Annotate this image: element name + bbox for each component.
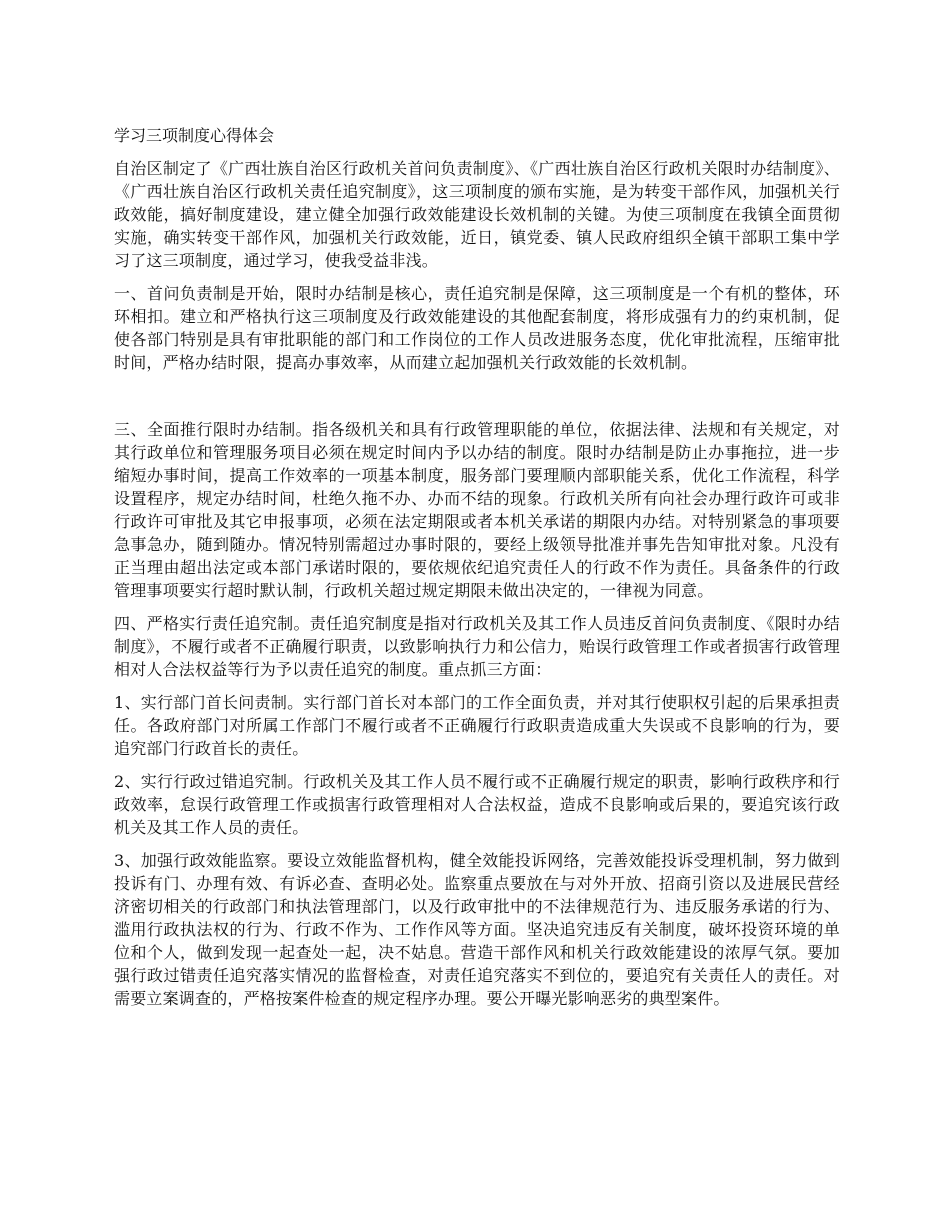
blank-gap xyxy=(114,384,840,418)
section-three-paragraph: 三、全面推行限时办结制。指各级机关和具有行政管理职能的单位，依据法律、法规和有关规定，对其行政单位和管理服务项目必须在规定时间内予以办结的制度。限时办结制是防止办事拖拉，进一步缩短办事时间，提高工作效率的一项基本制度，服务部门要理顺内部职能关系，优化工作流程，科学设置程序，规定办结时间，杜绝久拖不办、办而不结的现象。行政机关所有向社会办理行政许可或非行政许可审批及其它申报事项，必须在法定期限或者本机关承诺的期限内办结。对特别紧急的事项要急事急办，随到随办。情况特别需超过办事时限的，要经上级领导批准并事先告知审批对象。凡没有正当理由超出法定或本部门承诺时限的，要依规依纪追究责任人的行政不作为责任。具备条件的行政管理事项要实行超时默认制，行政机关超过规定期限未做出决定的，一律视为同意。 xyxy=(114,420,840,600)
intro-paragraph: 自治区制定了《广西壮族自治区行政机关首问负责制度》、《广西壮族自治区行政机关限时办结制度》、《广西壮族自治区行政机关责任追究制度》，这三项制度的颁布实施，是为转变干部作风，加强机关行政效能，搞好制度建设，建立健全加强行政效能建设长效机制的关键。为使三项制度在我镇全面贯彻实施，确实转变干部作风，加强机关行政效能，近日，镇党委、镇人民政府组织全镇干部职工集中学习了这三项制度，通过学习，使我受益非浅。 xyxy=(114,159,840,270)
section-one-paragraph: 一、首问负责制是开始，限时办结制是核心，责任追究制是保障，这三项制度是一个有机的整体，环环相扣。建立和严格执行这三项制度及行政效能建设的其他配套制度，将形成强有力的约束机制，促使各部门特别是具有审批职能的部门和工作岗位的工作人员改进服务态度，优化审批流程，压缩审批时间，严格办结时限，提高办事效率，从而建立起加强机关行政效能的长效机制。 xyxy=(114,284,840,372)
section-four-paragraph: 四、严格实行责任追究制。责任追究制度是指对行政机关及其工作人员违反首问负责制度、《限时办结制度》，不履行或者不正确履行职责，以致影响执行力和公信力，贻误行政管理工作或者损害行政管理相对人合法权益等行为予以责任追究的制度。重点抓三方面： xyxy=(114,614,840,679)
document-title: 学习三项制度心得体会 xyxy=(114,126,275,145)
document-page xyxy=(114,124,840,1020)
point-one-paragraph: 1、实行部门首长问责制。实行部门首长对本部门的工作全面负责，并对其行使职权引起的后果承担责任。各政府部门对所属工作部门不履行或者不正确履行行政职责造成重大失误或不良影响的行为，要追究部门行政首长的责任。 xyxy=(114,693,840,758)
point-three-paragraph: 3、加强行政效能监察。要设立效能监督机构，健全效能投诉网络，完善效能投诉受理机制，努力做到投诉有门、办理有效、有诉必查、查明必处。监察重点要放在与对外开放、招商引资以及进展民营经济密切相关的行政部门和执法管理部门，以及行政审批中的不法律规范行为、违反服务承诺的行为、滥用行政执法权的行为、行政不作为、工作作风等方面。坚决追究违反有关制度，破坏投资环境的单位和个人，做到发现一起查处一起，决不姑息。营造干部作风和机关行政效能建设的浓厚气氛。要加强行政过错责任追究落实情况的监督检查，对责任追究落实不到位的，要追究有关责任人的责任。对需要立案调查的，严格按案件检查的规定程序办理。要公开曝光影响恶劣的典型案件。 xyxy=(114,851,840,1008)
point-two-paragraph: 2、实行行政过错追究制。行政机关及其工作人员不履行或不正确履行规定的职责，影响行政秩序和行政效率，怠误行政管理工作或损害行政管理相对人合法权益，造成不良影响或后果的，要追究该行政机关及其工作人员的责任。 xyxy=(114,772,840,837)
